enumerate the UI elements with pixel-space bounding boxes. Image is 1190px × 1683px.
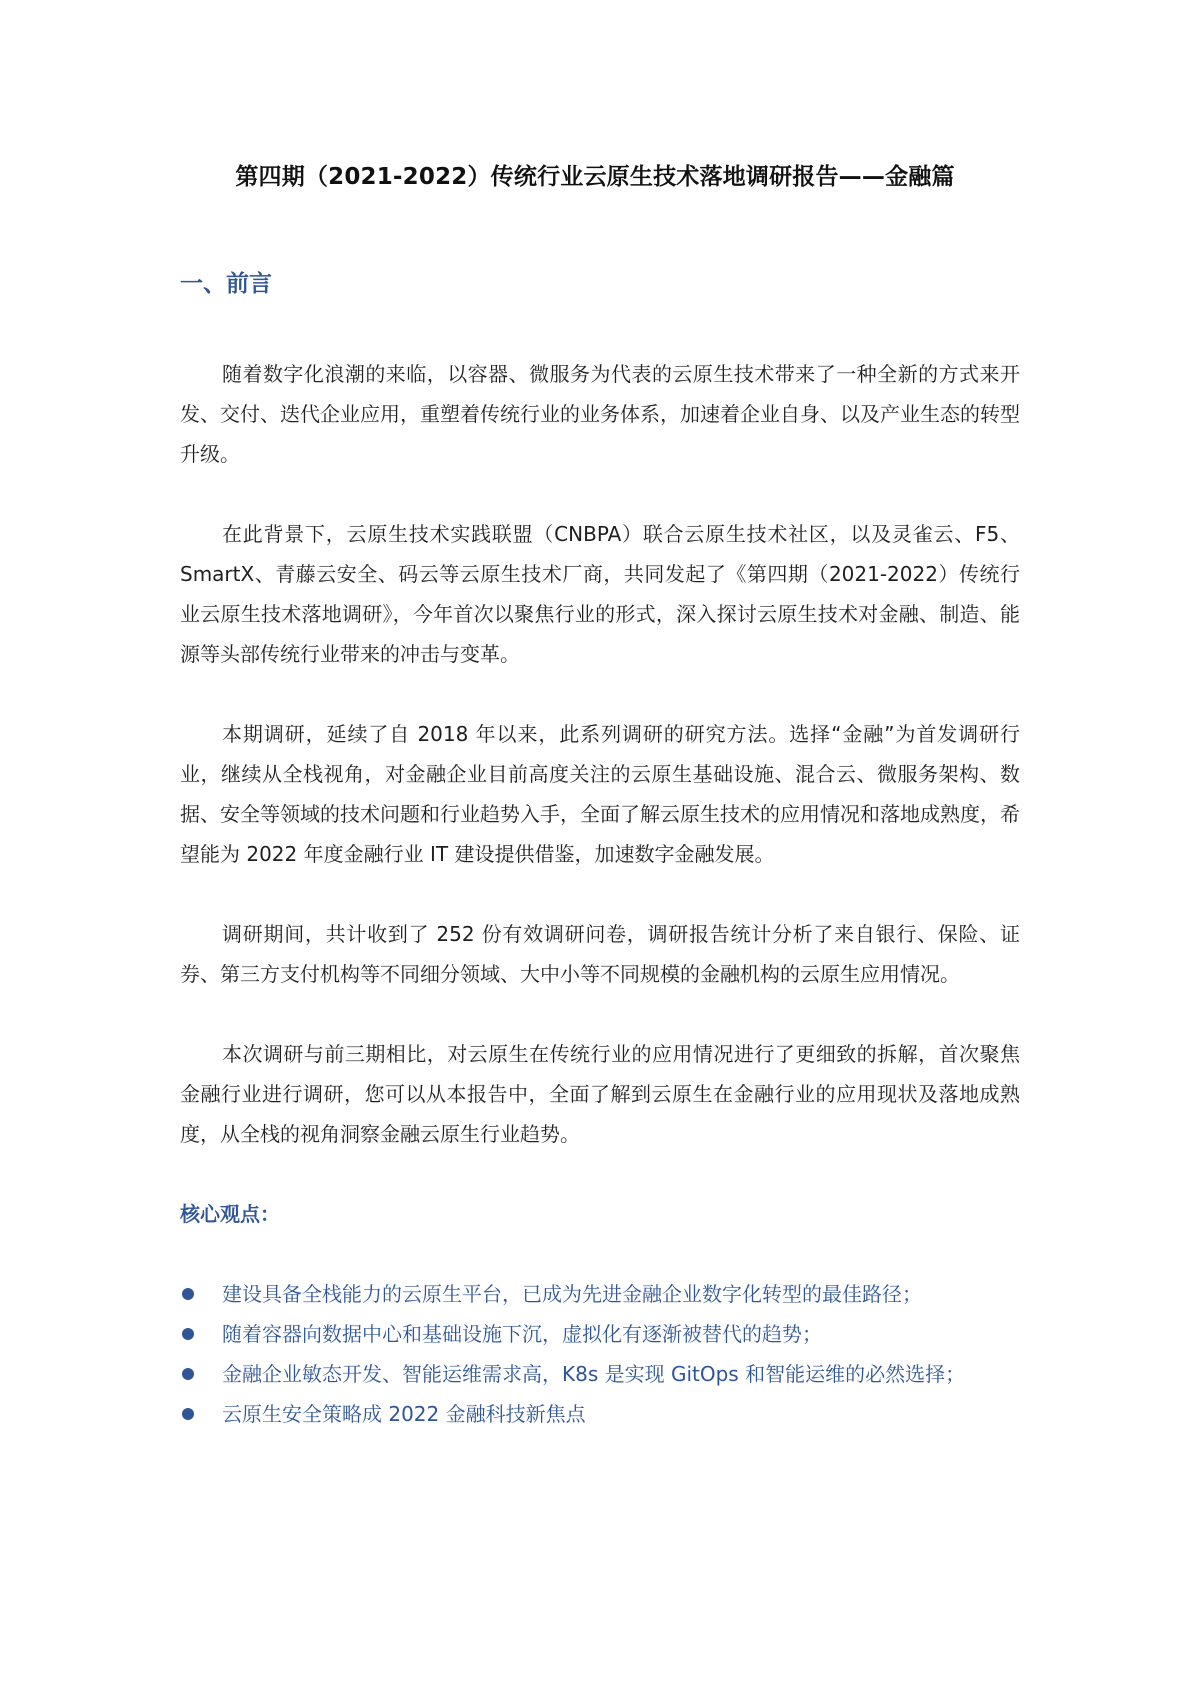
paragraph-4: 调研期间，共计收到了 252 份有效调研问卷，调研报告统计分析了来自银行、保险、证券、第三方支付机构等不同细分领域、大中小等不同规模的金融机构的云原生应用情况。 xyxy=(180,922,1020,986)
key-point-item xyxy=(180,1394,1020,1434)
key-point-text: 金融企业敏态开发、智能运维需求高，K8s 是实现 GitOps 和智能运维的必然选择； xyxy=(222,1362,966,1386)
key-point-item xyxy=(180,1354,1020,1394)
bullet-dot-icon xyxy=(182,1288,194,1300)
key-point-text: 建设具备全栈能力的云原生平台，已成为先进金融企业数字化转型的最佳路径； xyxy=(222,1282,922,1306)
paragraph-3: 本期调研，延续了自 2018 年以来，此系列调研的研究方法。选择“金融”为首发调研行业，继续从全栈视角，对金融企业目前高度关注的云原生基础设施、混合云、微服务架构、数据、安全等领域的技术问题和行业趋势入手，全面了解云原生技术的应用情况和落地成熟度，希望能为 2022 年度金融行业 IT 建设提供借鉴，加速数字金融发展。 xyxy=(180,722,1020,866)
key-point-item xyxy=(180,1314,1020,1354)
bullet-dot-icon xyxy=(182,1408,194,1420)
key-point-item xyxy=(180,1274,1020,1314)
bullet-dot-icon xyxy=(182,1328,194,1340)
section-heading-preface: 一、前言 xyxy=(180,271,272,297)
key-points-heading: 核心观点： xyxy=(180,1202,280,1226)
document-title: 第四期（2021-2022）传统行业云原生技术落地调研报告——金融篇 xyxy=(235,164,955,190)
key-point-text: 随着容器向数据中心和基础设施下沉，虚拟化有逐渐被替代的趋势； xyxy=(222,1322,822,1346)
bullet-dot-icon xyxy=(182,1368,194,1380)
paragraph-1: 随着数字化浪潮的来临，以容器、微服务为代表的云原生技术带来了一种全新的方式来开发、交付、迭代企业应用，重塑着传统行业的业务体系，加速着企业自身、以及产业生态的转型升级。 xyxy=(180,362,1020,466)
paragraph-5: 本次调研与前三期相比，对云原生在传统行业的应用情况进行了更细致的拆解，首次聚焦金融行业进行调研，您可以从本报告中，全面了解到云原生在金融行业的应用现状及落地成熟度，从全栈的视角洞察金融云原生行业趋势。 xyxy=(180,1042,1020,1146)
key-points-list xyxy=(180,1274,1020,1434)
paragraph-2: 在此背景下，云原生技术实践联盟（CNBPA）联合云原生技术社区，以及灵雀云、F5、SmartX、青藤云安全、码云等云原生技术厂商，共同发起了《第四期（2021-2022）传统行业云原生技术落地调研》，今年首次以聚焦行业的形式，深入探讨云原生技术对金融、制造、能源等头部传统行业带来的冲击与变革。 xyxy=(180,522,1020,666)
key-point-text: 云原生安全策略成 2022 金融科技新焦点 xyxy=(222,1402,586,1426)
